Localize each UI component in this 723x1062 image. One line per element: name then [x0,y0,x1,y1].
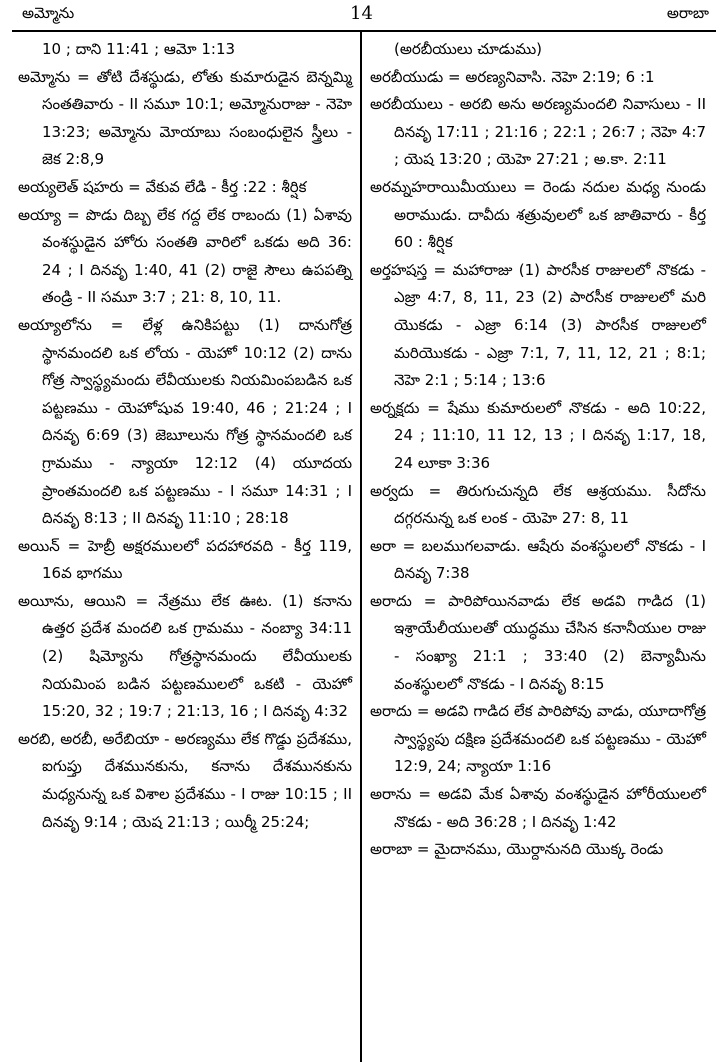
dictionary-entry: (అరబీయులు చూడుము) [394,40,543,58]
dictionary-entry: అరా = బలముగలవాడు. ఆషేరు వంశస్థులలో నొకడు - I దినవృ 7:38 [370,536,706,583]
dictionary-entry: అమ్మోను = తోటి దేశస్థుడు, లోతు కుమారుడైన బెన్నమ్మి సంతతివారు - II సమూ 10:1; అమ్మోనురాజు - నెహె 13:23; అమ్మోను మోయాబు సంబంధులైన స్త్రీలు - జెక 2:8,9 [18,67,352,169]
header-guide-word-right: అరాబా [666,4,709,22]
dictionary-entry: అరాను = అడవి మేక ఏశావు వంశస్థుడైన హోరీయులలో నొకడు - అది 36:28 ; I దినవృ 1:42 [370,785,706,831]
dictionary-entry: అరాబా = మైదానము, యొర్దానునది యొక్క రెండు [370,840,664,859]
dictionary-entry: అయ్యా = పొడు దిబ్బ లేక గద్ద లేక రాబందు (1) ఏశావు వంశస్థుడైన హోరు సంతతి వారిలో ఒకడు అది 36: 24 ; I దినవృ 1:40, 41 (2) రాజై సౌలు ఉపపత్ని తండ్రి - II సమూ 3:7 ; 21: 8, 10, 11. [18,205,352,307]
dictionary-entry: అర్వదు = తిరుగుచున్నది లేక ఆశ్రయము. సీదోను దగ్గరనున్న ఒక లంక - యెహె 27: 8, 11 [370,481,706,528]
header-guide-word-left: అమ్మోను [22,4,75,22]
page-number: 14 [350,3,373,24]
header-rule [12,30,716,32]
dictionary-entry: అరమ్నహరాయిమీయులు = రెండు నదుల మధ్య నుండు అరాముడు. దావీదు శత్రువులలో ఒక జాతివారు - కీర్త 60 : శీర్షిక [370,177,706,252]
dictionary-entry: 10 ; దాని 11:41 ; ఆమో 1:13 [42,40,236,58]
left-column [18,36,352,836]
dictionary-entry: అరాదు = పారిపోయినవాడు లేక అడవి గాడిద (1) ఇశ్రాయేలీయులతో యుద్ధము చేసిన కనానీయుల రాజు - సంఖ్యా 21:1 ; 33:40 (2) బెన్యామీను వంశస్థులలో నొకడు - I దినవృ 8:15 [370,591,706,693]
dictionary-entry: అరాదు = అడవి గాడిద లేక పారిపోవు వాడు, యూదాగోత్ర స్వాస్థ్యపు దక్షిణ ప్రదేశమందలి ఒక పట్టణము - యెహో 12:9, 24; న్యాయా 1:16 [370,702,706,776]
dictionary-entry: అయ్యలెత్ షహరు = వేకువ లేడి - కీర్త :22 : శీర్షిక [18,177,307,196]
dictionary-entry: అయిన్ = హెబ్రీ అక్షరములలో పదహారవది - కీర్త 119, 16వ భాగము [18,536,352,583]
dictionary-entry: అయ్యాలోను = లేళ్ల ఉనికిపట్టు (1) దానుగోత్ర స్థానమందలి ఒక లోయ - యెహో 10:12 (2) దాను గోత్ర స్వాస్థ్యమందు లేవీయులకు నియమింపబడిన ఒక పట్టణము - యెహోషువ 19:40, 46 ; 21:24 ; I దినవృ 6:69 (3) జెబూలును గోత్ర స్థానమందలి ఒక గ్రామము - న్యాయా 12:12 (4) యూదయ ప్రాంతమందలి ఒక పట్టణము - I సమూ 14:31 ; I దినవృ 8:13 ; II దినవృ 11:10 ; 28:18 [18,315,352,528]
dictionary-entry: అర్నక్షదు = షేము కుమారులలో నొకడు - అది 10:22, 24 ; 11:10, 11 12, 13 ; I దినవృ 1:17, 18, 24 లూకా 3:36 [370,398,706,472]
dictionary-entry: అరబి, అరబీ, అరేబియా - అరణ్యము లేక గొడ్డు ప్రదేశము, ఐగుప్తు దేశమునకును, కనాను దేశమునకును మధ్యనున్న ఒక విశాల ప్రదేశము - I రాజు 10:15 ; II దినవృ 9:14 ; యెష 21:13 ; యిర్మీ 25:24; [18,729,352,831]
dictionary-entry: అర్తహషస్త = మహారాజు (1) పారసీక రాజులలో నొకడు - ఎజ్రా 4:7, 8, 11, 23 (2) పారసీక రాజులలో మరి యొకడు - ఎజ్రా 6:14 (3) పారసీక రాజులలో మరియొకడు - ఎజ్రా 7:1, 7, 11, 12, 21 ; 8:1; నెహె 2:1 ; 5:14 ; 13:6 [370,260,706,390]
page-header [0,0,723,30]
column-divider [360,32,362,1062]
dictionary-entry: అరబీయులు - అరబి అను అరణ్యమందలి నివాసులు - II దినవృ 17:11 ; 21:16 ; 22:1 ; 26:7 ; నెహె 4:7 ; యెష 13:20 ; యెహె 27:21 ; అ.కా. 2:11 [370,95,706,169]
dictionary-entry: అరబీయుడు = అరణ్యనివాసి. నెహె 2:19; 6 :1 [370,67,655,86]
dictionary-entry: అయీను, ఆయిని = నేత్రము లేక ఊట. (1) కనాను ఉత్తర ప్రదేశ మందలి ఒక గ్రామము - నంబ్యా 34:11 (2) షిమ్యోను గోత్రస్థానమందు లేవీయులకు నియమింప బడిన పట్టణములలో ఒకటి - యెహో 15:20, 32 ; 19:7 ; 21:13, 16 ; I దినవృ 4:32 [18,591,352,721]
right-column [370,36,706,864]
